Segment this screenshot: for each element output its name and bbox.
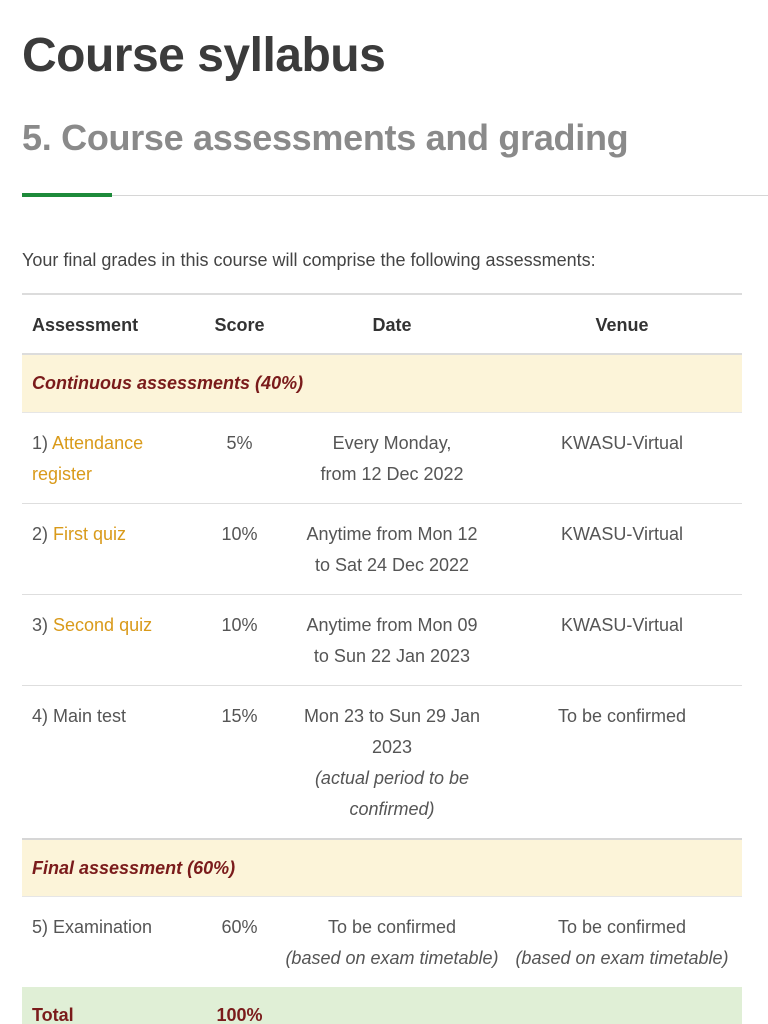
- section-accent-bar: [22, 193, 112, 197]
- date-cell: [282, 594, 502, 685]
- header-date: Date: [282, 294, 502, 354]
- group-label-continuous: Continuous assessments (40%): [22, 354, 742, 412]
- table-row: [22, 412, 742, 503]
- header-score: Score: [197, 294, 282, 354]
- date-line: Mon 23 to Sun 29 Jan 2023: [303, 705, 481, 757]
- intro-text: Your final grades in this course will comprise the following assessments:: [22, 250, 596, 270]
- total-score: 100%: [197, 987, 282, 1024]
- date-line: Every Monday,: [332, 432, 452, 453]
- date-cell: [282, 897, 502, 988]
- header-venue: Venue: [502, 294, 742, 354]
- section-heading: 5. Course assessments and grading: [22, 117, 629, 158]
- table-row: [22, 503, 742, 594]
- score-cell: 10%: [197, 594, 282, 685]
- date-note: confirmed): [349, 798, 435, 819]
- second-quiz-link[interactable]: Second quiz: [53, 614, 153, 635]
- total-empty-cell: [502, 987, 742, 1024]
- date-cell: [282, 503, 502, 594]
- venue-cell: To be confirmed: [502, 685, 742, 839]
- date-line: Anytime from Mon 09: [306, 614, 478, 635]
- date-note: (based on exam timetable): [285, 948, 499, 968]
- assessment-cell: [22, 594, 197, 685]
- assessment-cell: 5) Examination: [32, 917, 153, 937]
- table-header-row: [22, 294, 742, 354]
- group-label-final: Final assessment (60%): [22, 839, 742, 897]
- row-number: 3): [32, 614, 54, 635]
- header-assessment: Assessment: [22, 294, 197, 354]
- group-row-continuous: [22, 354, 742, 412]
- venue-cell: KWASU-Virtual: [502, 412, 742, 503]
- total-empty-cell: [282, 987, 502, 1024]
- score-cell: 10%: [197, 503, 282, 594]
- venue-cell: KWASU-Virtual: [502, 503, 742, 594]
- score-cell: 60%: [221, 917, 258, 937]
- total-row: [22, 987, 742, 1024]
- assessment-table: [22, 293, 742, 1024]
- date-cell: [282, 412, 502, 503]
- assessment-cell: [22, 412, 197, 503]
- link-text-line1: Attendance: [52, 432, 144, 453]
- date-note: (actual period to be: [314, 767, 470, 788]
- date-line: from 12 Dec 2022: [320, 463, 464, 484]
- date-cell: [282, 685, 502, 839]
- date-line: To be confirmed: [327, 917, 457, 937]
- link-text-line2: register: [32, 463, 93, 484]
- assessment-cell: [22, 503, 197, 594]
- venue-note: (based on exam timetable): [515, 948, 729, 968]
- table-row: [22, 685, 742, 839]
- total-label: Total: [22, 987, 197, 1024]
- first-quiz-link[interactable]: First quiz: [53, 523, 127, 544]
- date-line: to Sun 22 Jan 2023: [313, 645, 471, 666]
- assessment-cell: 4) Main test: [22, 685, 197, 839]
- attendance-register-link[interactable]: [32, 433, 197, 490]
- group-row-final: [22, 839, 742, 897]
- venue-cell: [502, 897, 742, 988]
- venue-cell: KWASU-Virtual: [502, 594, 742, 685]
- date-line: Anytime from Mon 12: [306, 523, 478, 544]
- venue-line: To be confirmed: [557, 917, 687, 937]
- row-number: 2): [32, 523, 54, 544]
- page-title: Course syllabus: [22, 29, 386, 82]
- score-cell: 15%: [197, 685, 282, 839]
- table-row: [22, 594, 742, 685]
- row-number: 1): [32, 432, 53, 453]
- score-cell: 5%: [197, 412, 282, 503]
- table-row: [22, 897, 742, 988]
- section-divider: [22, 195, 768, 196]
- date-line: to Sat 24 Dec 2022: [314, 554, 470, 575]
